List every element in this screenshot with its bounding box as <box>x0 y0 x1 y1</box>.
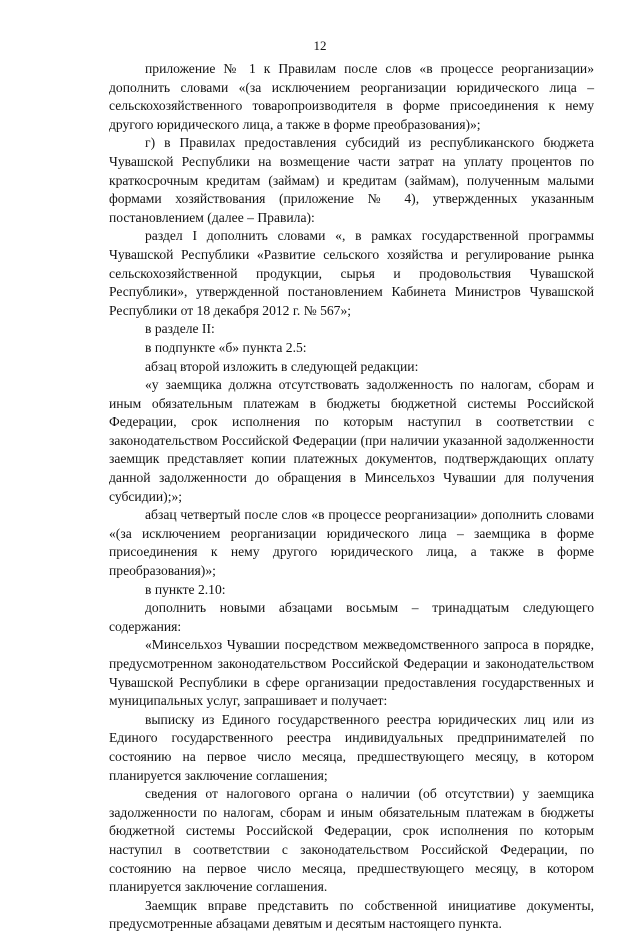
paragraph: приложение № 1 к Правилам после слов «в процессе реорганизации» дополнить словами «(за исключением реорганизации юридического лица – сельскохозяйственного товаропроизводителя в форме присоединения к нему другого юридического лица, а также в форме преобразования)»; <box>109 61 594 132</box>
paragraph: абзац четвертый после слов «в процессе реорганизации» дополнить словами «(за исключением реорганизации юридического лица – заемщика в форме присоединения к нему другого юридического лица, а также в форме преобразования)»; <box>109 507 594 579</box>
paragraph: в подпункте «б» пункта 2.5: <box>145 339 307 355</box>
paragraph: г) в Правилах предоставления субсидий из республиканского бюджета Чувашской Республики на возмещение части затрат на уплату процентов по краткосрочным кредитам (займам) и кредитам (займам), полученным малыми формами хозяйствования (приложение № 4), утвержденных указанным постановлением (далее – Правила): <box>109 135 594 225</box>
paragraph: в разделе II: <box>145 321 215 337</box>
paragraph: дополнить новыми абзацами восьмым – тринадцатым следующего содержания: <box>109 600 594 634</box>
paragraph: в пункте 2.10: <box>145 581 226 597</box>
document-body <box>109 60 594 934</box>
paragraph: раздел I дополнить словами «, в рамках государственной программы Чувашской Республики «Развитие сельского хозяйства и регулирование рынка сельскохозяйственной продукции, сырья и продовольствия Чувашской Республики», утвержденной постановлением Кабинета Министров Чувашской Республики от 18 декабря 2012 г. № 567»; <box>109 228 594 318</box>
paragraph: Заемщик вправе представить по собственной инициативе документы, предусмотренные абзацами девятым и десятым настоящего пункта. <box>109 897 594 932</box>
paragraph: «у заемщика должна отсутствовать задолженность по налогам, сборам и иным обязательным платежам в бюджеты бюджетной системы Российской Федерации, срок исполнения по которым наступил в соответствии с законодательством Российской Федерации (при наличии указанной задолженности заемщик представляет копии платежных документов, подтверждающих оплату данной задолженности до обращения в Минсельхоз Чувашии для получения субсидии);»; <box>109 377 594 504</box>
paragraph: выписку из Единого государственного реестра юридических лиц или из Единого государственного реестра индивидуальных предпринимателей по состоянию на первое число месяца, предшествующего месяцу, в котором планируется заключение соглашения; <box>109 711 594 783</box>
paragraph: сведения от налогового органа о наличии (об отсутствии) у заемщика задолженности по налогам, сборам и иным обязательным платежам в бюджеты бюджетной системы Российской Федерации, срок исполнения по которым наступил в соответствии с законодательством Российской Федерации, по состоянию на первое число месяца, предшествующего месяцу, в котором планируется заключение соглашения. <box>109 786 594 895</box>
page-number: 12 <box>313 38 327 53</box>
paragraph: «Минсельхоз Чувашии посредством межведомственного запроса в порядке, предусмотренном законодательством Российской Федерации и законодательством Чувашской Республики в сфере организации предоставления государственных и муниципальных услуг, запрашивает и получает: <box>109 637 594 709</box>
paragraph: абзац второй изложить в следующей редакции: <box>145 358 419 374</box>
